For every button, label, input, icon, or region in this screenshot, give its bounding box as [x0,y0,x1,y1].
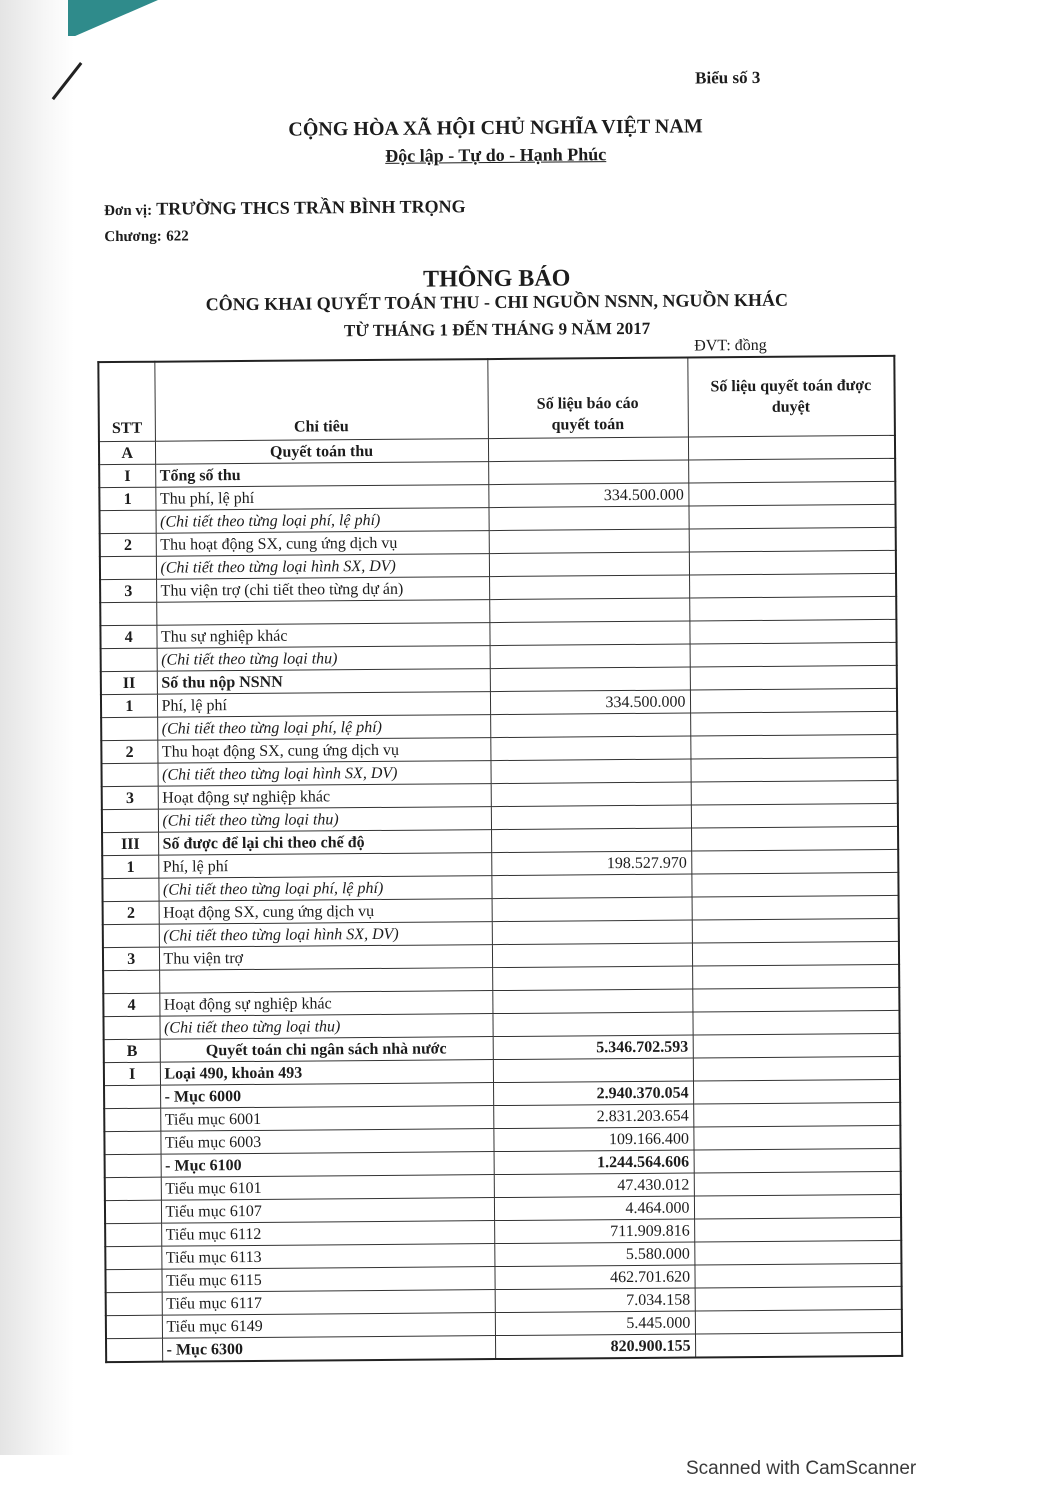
row-stt: 4 [103,993,159,1016]
row-indicator: (Chi tiết theo từng loại hình SX, DV) [159,922,492,948]
row-approved-amount [688,504,895,529]
row-reported-amount: 5.445.000 [495,1311,695,1336]
row-stt [105,1154,161,1177]
row-indicator: Quyết toán chi ngân sách nhà nước [160,1037,493,1063]
row-stt [106,1338,162,1362]
row-reported-amount [490,736,690,761]
row-indicator: (Chi tiết theo từng loại thu) [159,1014,492,1040]
row-stt: III [102,832,158,855]
row-reported-amount [492,989,692,1014]
row-stt [103,970,159,993]
row-approved-amount [692,895,899,920]
unit-name: TRƯỜNG THCS TRẦN BÌNH TRỌNG [156,196,466,219]
row-indicator: Thu viện trợ (chi tiết theo từng dự án) [156,577,489,603]
row-reported-amount [491,874,691,899]
document-subtitle: CÔNG KHAI QUYẾT TOÁN THU - CHI NGUỒN NSNN, NGUỒN KHÁC [205,289,789,315]
row-stt: 3 [100,579,156,602]
national-motto: Độc lập - Tự do - Hạnh Phúc [385,144,607,166]
row-approved-amount [690,711,897,736]
row-indicator: Số được để lại chi theo chế độ [158,830,491,856]
row-stt [104,1108,160,1131]
row-stt [105,1269,161,1292]
row-reported-amount [488,460,688,485]
row-indicator: Thu hoạt động SX, cung ứng dịch vụ [157,738,490,764]
row-approved-amount [693,1079,900,1104]
row-indicator: Phí, lệ phí [157,692,490,718]
table-row [106,1332,902,1362]
row-stt: 2 [101,740,157,763]
row-stt: 3 [103,947,159,970]
row-reported-amount [490,644,690,669]
row-approved-amount [693,1125,900,1150]
row-reported-amount: 334.500.000 [490,690,690,715]
unit-label: Đơn vị: [104,202,153,220]
row-indicator: Thu viện trợ [159,945,492,971]
column-header-reported: Số liệu báo cáo quyết toán [487,358,688,439]
row-indicator: Hoạt động sự nghiệp khác [158,784,491,810]
row-approved-amount [695,1286,902,1311]
row-stt: 3 [102,786,158,809]
row-reported-amount: 462.701.620 [494,1265,694,1290]
row-stt: A [99,441,155,464]
row-approved-amount [689,619,896,644]
row-stt [100,556,156,579]
row-stt: 1 [101,694,157,717]
row-stt: II [101,671,157,694]
row-reported-amount [489,552,689,577]
row-indicator: (Chi tiết theo từng loại phí, lệ phí) [155,508,488,534]
row-approved-amount [691,872,898,897]
row-indicator: (Chi tiết theo từng loại phí, lệ phí) [158,876,491,902]
row-approved-amount [693,1033,900,1058]
row-reported-amount [491,782,691,807]
row-stt [105,1177,161,1200]
row-indicator: - Mục 6100 [161,1152,494,1178]
row-stt [105,1223,161,1246]
row-stt [104,1131,160,1154]
column-header-approved: Số liệu quyết toán được duyệt [687,356,895,437]
row-approved-amount [688,481,895,506]
row-indicator: Hoạt động sự nghiệp khác [159,991,492,1017]
row-indicator: - Mục 6000 [160,1083,493,1109]
document-title: THÔNG BÁO [422,265,571,293]
row-reported-amount [492,943,692,968]
row-stt: 4 [100,625,156,648]
row-reported-amount [492,966,692,991]
row-stt [103,1016,159,1039]
row-stt [101,763,157,786]
row-reported-amount: 47.430.012 [494,1173,694,1198]
row-approved-amount [689,550,896,575]
row-stt [103,924,159,947]
row-approved-amount [691,849,898,874]
row-stt: 2 [103,901,159,924]
row-indicator: - Mục 6300 [162,1336,495,1362]
row-approved-amount [694,1240,901,1265]
row-approved-amount [691,826,898,851]
currency-unit-note: ĐVT: đồng [694,336,767,355]
column-header-stt: STT [98,362,155,442]
row-approved-amount [688,458,895,483]
row-indicator: (Chi tiết theo từng loại thu) [157,646,490,672]
row-reported-amount [492,920,692,945]
row-approved-amount [690,757,897,782]
row-stt [104,1085,160,1108]
row-indicator: Hoạt động SX, cung ứng dịch vụ [159,899,492,925]
document-period: TỪ THÁNG 1 ĐẾN THÁNG 9 NĂM 2017 [343,318,651,341]
row-reported-amount [491,828,691,853]
row-reported-amount: 711.909.816 [494,1219,694,1244]
row-approved-amount [694,1148,901,1173]
form-number: Biểu số 3 [695,67,761,88]
chapter-label: Chương: [104,228,162,246]
row-reported-amount [492,897,692,922]
row-stt [101,648,157,671]
row-approved-amount [691,780,898,805]
row-reported-amount: 1.244.564.606 [494,1150,694,1175]
row-reported-amount: 7.034.158 [495,1288,695,1313]
row-reported-amount: 334.500.000 [488,483,688,508]
table-header-row [98,356,895,442]
chapter-value: 622 [166,228,189,245]
row-indicator [159,968,492,994]
row-stt [102,878,158,901]
row-approved-amount [694,1217,901,1242]
row-approved-amount [694,1194,901,1219]
row-approved-amount [691,803,898,828]
settlement-table [97,355,903,1363]
row-reported-amount: 198.527.970 [491,851,691,876]
row-approved-amount [692,941,899,966]
row-indicator: Tiểu mục 6113 [161,1244,494,1270]
row-reported-amount [490,667,690,692]
chapter-line [104,224,188,246]
row-approved-amount [689,596,896,621]
row-indicator: Quyết toán thu [155,439,488,465]
row-approved-amount [693,1056,900,1081]
row-approved-amount [693,1102,900,1127]
row-indicator: Số thu nộp NSNN [157,669,490,695]
row-indicator: Tiểu mục 6112 [161,1221,494,1247]
row-reported-amount [490,759,690,784]
column-header-name: Chỉ tiêu [154,359,488,441]
row-reported-amount: 2.940.370.054 [493,1081,693,1106]
table-body [99,435,902,1362]
row-stt [102,809,158,832]
row-stt: 1 [102,855,158,878]
row-reported-amount: 5.580.000 [494,1242,694,1267]
row-stt: I [99,464,155,487]
row-approved-amount [692,1010,899,1035]
row-indicator [156,600,489,626]
row-stt: I [104,1062,160,1085]
row-reported-amount [488,437,688,462]
row-indicator: Tiểu mục 6003 [160,1129,493,1155]
row-reported-amount [489,621,689,646]
row-reported-amount: 5.346.702.593 [493,1035,693,1060]
row-indicator: (Chi tiết theo từng loại hình SX, DV) [156,554,489,580]
country-name: CỘNG HÒA XÃ HỘI CHỦ NGHĨA VIỆT NAM [288,115,703,141]
row-approved-amount [689,573,896,598]
row-reported-amount: 4.464.000 [494,1196,694,1221]
row-indicator: Tiểu mục 6001 [160,1106,493,1132]
row-approved-amount [690,688,897,713]
row-stt [106,1315,162,1338]
scanner-watermark: Scanned with CamScanner [686,1458,917,1479]
row-stt: 2 [100,533,156,556]
row-stt [100,602,156,625]
row-approved-amount [692,987,899,1012]
row-approved-amount [688,435,895,460]
row-stt [106,1292,162,1315]
row-indicator: Phí, lệ phí [158,853,491,879]
row-approved-amount [694,1263,901,1288]
row-approved-amount [690,734,897,759]
row-indicator: Tiểu mục 6115 [161,1267,494,1293]
row-reported-amount: 820.900.155 [495,1334,695,1359]
row-indicator: Tổng số thu [155,462,488,488]
row-reported-amount: 109.166.400 [493,1127,693,1152]
row-indicator: Tiểu mục 6101 [161,1175,494,1201]
row-reported-amount [493,1058,693,1083]
row-stt [105,1200,161,1223]
row-reported-amount [488,506,688,531]
row-approved-amount [689,527,896,552]
row-indicator: Tiểu mục 6107 [161,1198,494,1224]
row-approved-amount [690,642,897,667]
row-stt: 1 [99,487,155,510]
row-approved-amount [694,1171,901,1196]
unit-line [104,196,466,220]
row-reported-amount [489,529,689,554]
row-approved-amount [695,1332,902,1357]
row-indicator: (Chi tiết theo từng loại thu) [158,807,491,833]
row-stt: B [104,1039,160,1062]
row-approved-amount [690,665,897,690]
row-indicator: Loại 490, khoản 493 [160,1060,493,1086]
row-reported-amount [492,1012,692,1037]
row-indicator: (Chi tiết theo từng loại hình SX, DV) [157,761,490,787]
row-stt [100,510,156,533]
row-indicator: Thu hoạt động SX, cung ứng dịch vụ [156,531,489,557]
row-indicator: Tiểu mục 6149 [162,1313,495,1339]
row-reported-amount [489,575,689,600]
row-indicator: (Chi tiết theo từng loại phí, lệ phí) [157,715,490,741]
row-approved-amount [695,1309,902,1334]
row-indicator: Thu sự nghiệp khác [156,623,489,649]
row-approved-amount [692,918,899,943]
row-stt [105,1246,161,1269]
row-indicator: Thu phí, lệ phí [155,485,488,511]
row-stt [101,717,157,740]
row-approved-amount [692,964,899,989]
row-indicator: Tiểu mục 6117 [162,1290,495,1316]
row-reported-amount [491,805,691,830]
row-reported-amount [489,598,689,623]
row-reported-amount [490,713,690,738]
row-reported-amount: 2.831.203.654 [493,1104,693,1129]
